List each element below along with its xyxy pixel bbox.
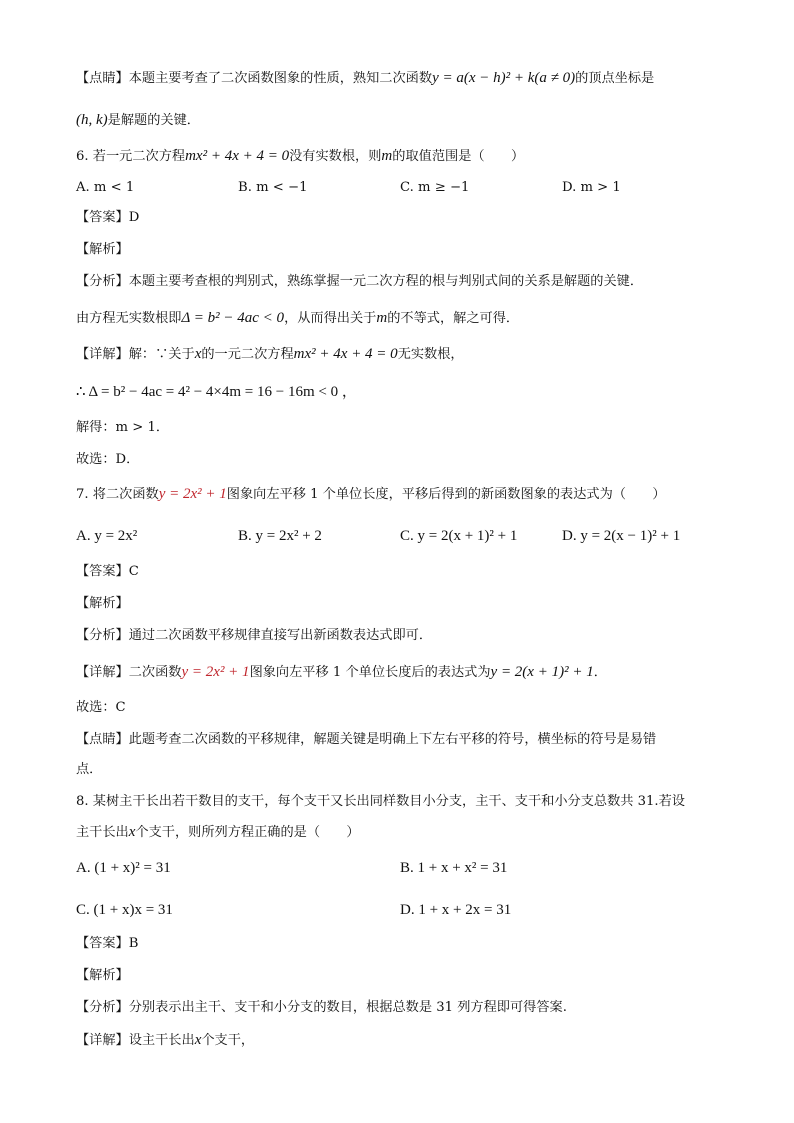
text: 无实数根， xyxy=(397,347,464,362)
q6-jiexi: 【解析】 xyxy=(76,242,129,257)
text: 【详解】二次函数 xyxy=(76,665,182,680)
text: 主干长出 xyxy=(76,825,129,840)
q8-option-c: C. (1 + x)x = 31 xyxy=(76,902,173,918)
function-formula: y = 2x² + 1 xyxy=(158,486,227,502)
text: 【详解】设主干长出 xyxy=(76,1033,195,1048)
q7-choice: 故选：C xyxy=(76,700,126,715)
variable: m xyxy=(381,148,393,164)
q8-answer: 【答案】B xyxy=(76,936,139,951)
q6-xiangjie xyxy=(76,344,464,365)
q8-stem-1: 8. 某树主干长出若干数目的支干，每个支干又长出同样数目小分支，主干、支干和小分支总数共 31.若设 xyxy=(76,794,685,809)
q7-answer: 【答案】C xyxy=(76,564,139,579)
text: ． xyxy=(593,665,607,680)
q6-fenxi-line-2 xyxy=(76,308,519,329)
vertex-coordinate: (h, k) xyxy=(76,112,108,128)
variable: x xyxy=(194,1032,202,1048)
q6-answer: 【答案】D xyxy=(76,210,140,225)
q7-option-a: A. y = 2x² xyxy=(76,528,138,544)
text: 个支干， xyxy=(201,1033,255,1048)
q6-choice: 故选：D． xyxy=(76,452,140,467)
text: 7. 将二次函数 xyxy=(76,487,159,502)
text: 没有实数根，则 xyxy=(289,149,382,164)
equation: mx² + 4x + 4 = 0 xyxy=(293,346,398,362)
q8-option-d: D. 1 + x + 2x = 31 xyxy=(400,902,512,918)
text: 是解题的关键． xyxy=(107,113,200,128)
variable: x xyxy=(194,346,202,362)
q7-xiangjie xyxy=(76,662,607,683)
q7-option-d: D. y = 2(x − 1)² + 1 xyxy=(562,528,681,544)
text: ，从而得出关于 xyxy=(284,311,377,326)
text: 图象向左平移 1 个单位长度，平移后得到的新函数图象的表达式为（ ） xyxy=(226,487,666,502)
q7-dianjing-2: 点． xyxy=(76,762,103,777)
q6-option-b: B. m < −1 xyxy=(238,180,308,195)
text: 【详解】解：∵关于 xyxy=(76,347,195,362)
q7-dianjing-1: 【点睛】此题考查二次函数的平移规律，解题关键是明确上下左右平移的符号，横坐标的符号是易错 xyxy=(76,732,657,747)
q7-jiexi: 【解析】 xyxy=(76,596,129,611)
function-formula: y = 2x² + 1 xyxy=(181,664,250,680)
text: 个支干，则所列方程正确的是（ ） xyxy=(135,825,360,840)
text: 的顶点坐标是 xyxy=(575,71,655,86)
q6-stem xyxy=(76,146,524,167)
q7-option-b: B. y = 2x² + 2 xyxy=(238,528,322,544)
text: 由方程无实数根即 xyxy=(76,311,182,326)
text: 6. 若一元二次方程 xyxy=(76,149,186,164)
text: 的不等式，解之可得． xyxy=(387,311,520,326)
text: 【点睛】本题主要考查了二次函数图象的性质，熟知二次函数 xyxy=(76,71,433,86)
q6-solution: 解得：m > 1． xyxy=(76,420,170,435)
q7-stem xyxy=(76,484,666,505)
vertex-form-formula: y = a(x − h)² + k(a ≠ 0) xyxy=(432,70,576,86)
variable: x xyxy=(128,824,136,840)
q6-option-c: C. m ≥ −1 xyxy=(400,180,470,195)
q8-option-a: A. (1 + x)² = 31 xyxy=(76,860,171,876)
discriminant: Δ = b² − 4ac < 0 xyxy=(181,310,285,326)
q6-option-d: D. m > 1 xyxy=(562,180,621,195)
q6-option-a: A. m < 1 xyxy=(76,180,135,195)
q8-stem-2 xyxy=(76,822,360,843)
text: 的取值范围是（ ） xyxy=(392,149,525,164)
q8-xiangjie xyxy=(76,1030,254,1051)
dianjing-line-2 xyxy=(76,110,200,131)
q6-fenxi: 【分析】本题主要考查根的判别式，熟练掌握一元二次方程的根与判别式间的关系是解题的关键． xyxy=(76,274,644,289)
q6-calculation: ∴ Δ = b² − 4ac = 4² − 4×4m = 16 − 16m < 0 ， xyxy=(76,384,357,400)
q7-option-c: C. y = 2(x + 1)² + 1 xyxy=(400,528,518,544)
q7-fenxi: 【分析】通过二次函数平移规律直接写出新函数表达式即可． xyxy=(76,628,433,643)
q8-jiexi: 【解析】 xyxy=(76,968,129,983)
variable: m xyxy=(376,310,388,326)
text: 的一元二次方程 xyxy=(201,347,294,362)
result-formula: y = 2(x + 1)² + 1 xyxy=(490,664,594,680)
equation: mx² + 4x + 4 = 0 xyxy=(185,148,290,164)
q8-option-b: B. 1 + x + x² = 31 xyxy=(400,860,508,876)
dianjing-line-1 xyxy=(76,68,654,89)
text: 图象向左平移 1 个单位长度后的表达式为 xyxy=(249,665,491,680)
q8-fenxi: 【分析】分别表示出主干、支干和小分支的数目，根据总数是 31 列方程即可得答案. xyxy=(76,1000,567,1015)
